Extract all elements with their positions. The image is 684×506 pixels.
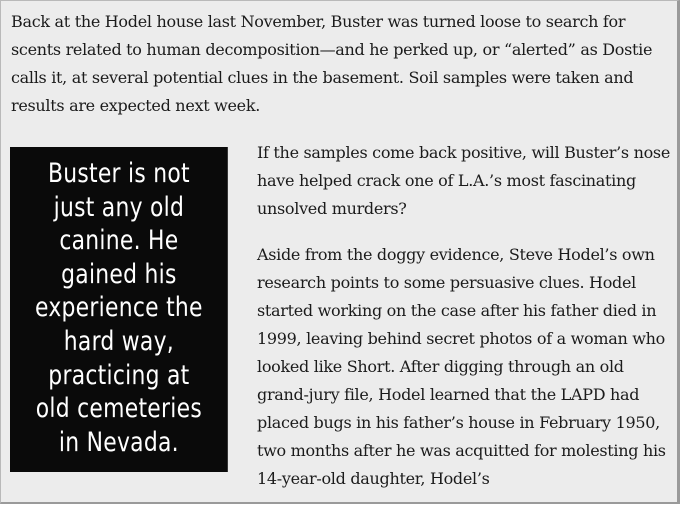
pull-quote-line: canine. He — [59, 225, 179, 257]
pull-quote — [10, 147, 228, 472]
article-paragraph-3: Aside from the doggy evidence, Steve Hodel’s own research points to some persuasive clues. Hodel started working on the case after his father died in 1999, leaving behind secret photos of a woman who looked like Short. After digging through an old grand-jury file, Hodel learned that the LAPD had placed bugs in his father’s house in February 1950, two months after he was acquitted for molesting his 14-year-old daughter, Hodel’s — [257, 245, 666, 488]
pull-quote-line: gained his — [61, 258, 177, 290]
pull-quote-line: in Nevada. — [58, 426, 179, 458]
pull-quote-line: Buster is not — [47, 158, 190, 189]
article-paragraph-2: If the samples come back positive, will Buster’s nose have helped crack one of L.A.’s most fascinating unsolved murders? — [257, 143, 670, 218]
pull-quote-line: practicing at — [48, 359, 190, 391]
pull-quote-line: experience the — [35, 292, 203, 324]
article-paragraph-1: Back at the Hodel house last November, Buster was turned loose to search for scents related to human decomposition—and he perked up, or “alerted” as Dostie calls it, at several potential clues in the basement. Soil samples were taken and results are expected next week. — [11, 12, 653, 115]
pull-quote-line: just any old — [53, 191, 185, 223]
pull-quote-line: old cemeteries — [35, 393, 202, 425]
pull-quote-line: hard way, — [63, 325, 175, 357]
